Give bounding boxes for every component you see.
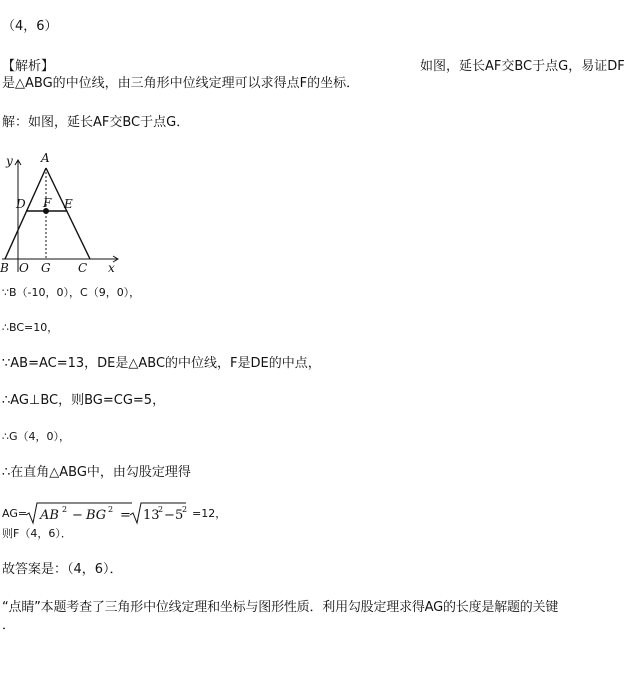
term-bg: BG xyxy=(86,508,107,523)
exp-3: 2 xyxy=(158,505,164,514)
label-b: B xyxy=(0,261,9,274)
step-5: ∴G（4，0）， xyxy=(2,430,71,443)
n5: 5 xyxy=(175,508,184,523)
exp-4: 2 xyxy=(182,505,188,514)
final-answer: 故答案是：（4，6）． xyxy=(2,562,123,577)
label-f: F xyxy=(43,196,52,210)
side-ab xyxy=(5,168,46,259)
equals: = xyxy=(120,508,131,523)
label-g: G xyxy=(41,261,51,274)
step-6: ∴在直角△ABG中，由勾股定理得 xyxy=(2,465,191,480)
step-4: ∴AG⊥BC，则BG=CG=5， xyxy=(2,393,166,408)
n13: 13 xyxy=(143,508,160,523)
review: “点睛”本题考查了三角形中位线定理和坐标与图形性质．利用勾股定理求得AG的长度是解题的关键 xyxy=(2,600,559,615)
answer-line: （4，6） xyxy=(2,19,58,34)
analysis-hint-line2: 是△ABG的中位线，由三角形中位线定理可以求得点F的坐标． xyxy=(2,76,360,91)
analysis-tag: 【解析】 xyxy=(2,59,55,74)
analysis-hint-right: 如图，延长AF交BC于点G，易证DF xyxy=(420,59,625,74)
coordinate-figure xyxy=(0,148,130,274)
minus-2: − xyxy=(164,508,175,523)
label-c: C xyxy=(78,261,88,274)
formula-rhs: =12， xyxy=(192,507,227,520)
step-3: ∵AB=AC=13，DE是△ABC的中位线，F是DE的中点， xyxy=(2,356,321,371)
label-e: E xyxy=(64,197,73,211)
label-y: y xyxy=(6,154,13,168)
side-ac xyxy=(46,168,90,259)
label-x: x xyxy=(108,261,115,274)
step-1: ∵B（-10，0），C（9，0）， xyxy=(2,286,141,299)
formula-lhs: AG= xyxy=(2,507,28,520)
then-line: 则F（4，6）． xyxy=(2,527,72,540)
exp-2: 2 xyxy=(108,505,114,514)
label-a: A xyxy=(41,151,50,165)
review-end: ． xyxy=(2,618,16,633)
step-2: ∴BC=10， xyxy=(2,321,59,334)
label-o: O xyxy=(19,261,29,274)
exp-1: 2 xyxy=(62,505,68,514)
label-d: D xyxy=(16,197,26,211)
term-ab: AB xyxy=(40,508,59,523)
minus-1: − xyxy=(72,508,83,523)
solution-intro: 解：如图，延长AF交BC于点G． xyxy=(2,115,190,130)
